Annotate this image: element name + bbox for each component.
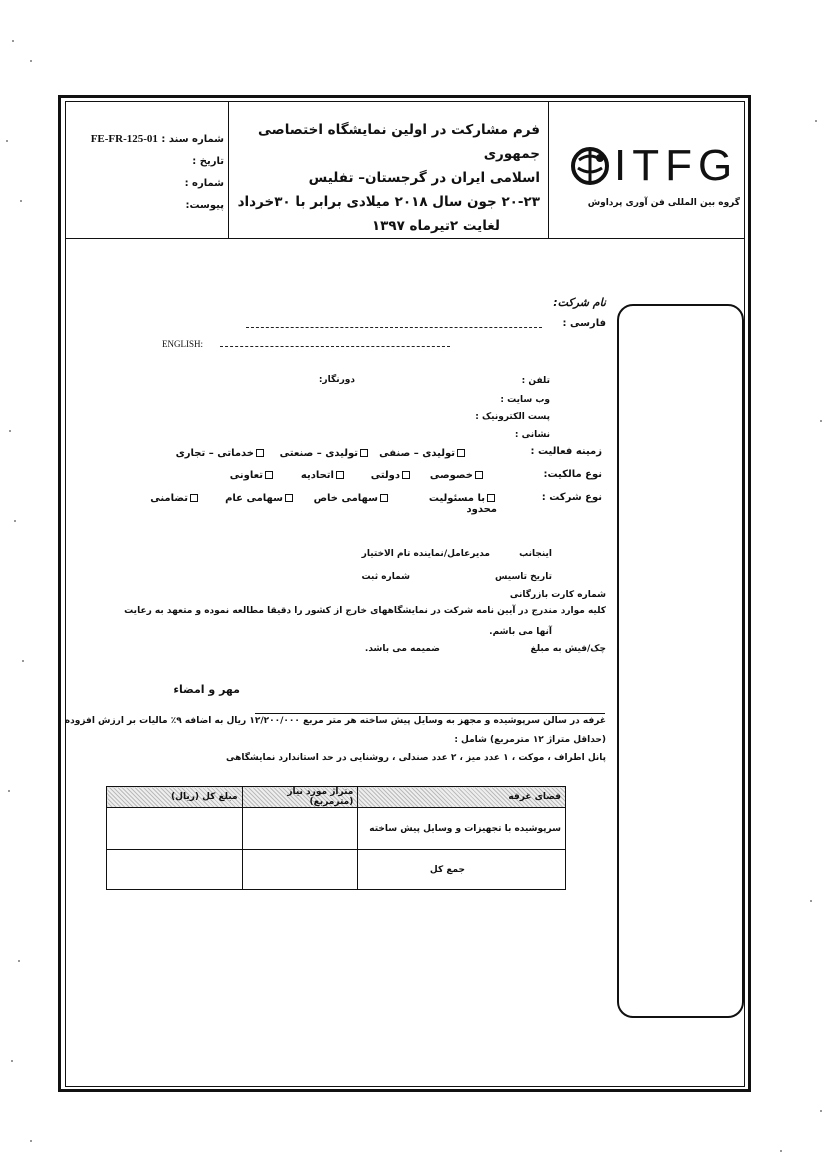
farsi-name-field[interactable] (246, 327, 542, 328)
ownership-option-2-label: دولتی (370, 470, 400, 481)
established-date-label: تاریخ تاسیس (495, 572, 552, 582)
english-name-label: ENGLISH: (162, 339, 203, 349)
header-required-area: متراژ مورد نیاز (مترمربع) (242, 787, 358, 808)
table-row (107, 808, 566, 850)
ownership-option-4-label: تعاونی (229, 470, 263, 481)
row1-space-cell: سرپوشیده با تجهیزات و وسایل پیش ساخته (358, 808, 566, 850)
side-blank-box (617, 304, 744, 1018)
activity-label: زمینه فعالیت : (530, 446, 602, 457)
title-line-4: لغایت ۲تیرماه ۱۳۹۷ (371, 218, 500, 234)
table-row (107, 850, 566, 890)
grand-total-cell[interactable] (107, 850, 243, 890)
role-label: مدیرعامل/نماینده تام الاختیار (361, 549, 490, 559)
header-divider (65, 238, 745, 239)
address-label: نشانی : (514, 430, 550, 440)
statement-line-2: آنها می باشم. (489, 627, 552, 637)
doc-info-block (72, 128, 224, 217)
title-line-3: ۲۰-۲۳ جون سال ۲۰۱۸ میلادی برابر با ۳۰خرداد (237, 194, 540, 210)
form-title (236, 118, 540, 238)
header-col-divider-right (548, 101, 549, 238)
booth-info-line-1: غرفه در سالن سرپوشیده و مجهز به وسایل پیش ساخته هر متر مربع ۱۲/۲۰۰/۰۰۰ ریال به اضافه ۹٪ مالیات بر ارزش افزوده (64, 716, 606, 726)
cheque-amount-label: چک/فیش به مبلغ (530, 644, 606, 654)
company-name-heading: نام شرکت: (553, 296, 606, 309)
booth-info-line-2: (حداقل متراژ ۱۲ مترمربع) شامل : (454, 735, 606, 745)
registration-number-label: شماره ثبت (361, 572, 410, 582)
fax-label: دورنگار: (318, 375, 355, 385)
booth-info-rule (255, 713, 605, 714)
activity-option-1-label: تولیدی – صنفی (379, 448, 455, 459)
farsi-name-label: فارسی : (562, 318, 606, 329)
activity-option-1[interactable] (375, 448, 467, 459)
row1-area-cell[interactable] (242, 808, 358, 850)
globe-icon (570, 146, 610, 186)
doc-number-value: FE-FR-125-01 (90, 133, 158, 145)
header-booth-space: فضای غرفه (358, 787, 566, 808)
company-type-label: نوع شرکت : (541, 492, 602, 503)
ownership-option-1-label: خصوصی (429, 470, 473, 481)
grand-total-area-cell[interactable] (242, 850, 358, 890)
activity-option-2[interactable] (270, 448, 370, 459)
company-type-option-2[interactable] (300, 493, 390, 504)
logo-subtitle: گروه بین المللی فن آوری پرداوش (587, 198, 740, 208)
checkbox-icon (457, 449, 465, 457)
checkbox-icon (190, 494, 198, 502)
statement-line-1: کلیه موارد مندرج در آیین نامه شرکت در نمایشگاههای خارج از کشور را دقیقا مطالعه نموده و متعهد به رعایت (124, 606, 606, 616)
email-label: پست الکترونیک : (475, 412, 550, 422)
company-type-option-1[interactable] (395, 493, 497, 515)
activity-option-2-label: تولیدی – صنعتی (279, 448, 358, 459)
company-type-option-4[interactable] (138, 493, 200, 504)
ownership-option-1[interactable] (415, 470, 485, 481)
ownership-option-3-label: اتحادیه (300, 470, 334, 481)
activity-option-3-label: خدماتی – تجاری (175, 448, 254, 459)
date-label: تاریخ : (192, 156, 224, 167)
checkbox-icon (475, 471, 483, 479)
company-type-option-3-label: سهامی عام (225, 493, 283, 504)
header-col-divider-left (228, 101, 229, 238)
title-line-2: اسلامی ایران در گرجستان– تفلیس (308, 170, 540, 186)
ownership-option-4[interactable] (205, 470, 275, 481)
attached-label: ضمیمه می باشد. (364, 644, 440, 654)
seal-signature-label: مهر و امضاء (173, 683, 240, 696)
commerce-card-label: شماره کارت بازرگانی (509, 590, 606, 600)
row1-total-cell[interactable] (107, 808, 243, 850)
doc-number-line (72, 128, 224, 151)
company-type-option-1-label: با مسئولیت محدود (428, 493, 497, 515)
table-header-row (107, 787, 566, 808)
checkbox-icon (402, 471, 410, 479)
ownership-label: نوع مالکیت: (543, 469, 602, 480)
activity-option-3[interactable] (170, 448, 266, 459)
ownership-option-2[interactable] (350, 470, 412, 481)
company-type-option-4-label: تضامنی (150, 493, 188, 504)
booth-info-line-3: پانل اطراف ، موکت ، ۱ عدد میز ، ۲ عدد صندلی ، روشنایی در حد استاندارد نمایشگاهی (225, 753, 606, 763)
company-type-option-3[interactable] (205, 493, 295, 504)
website-label: وب سایت : (500, 395, 550, 405)
checkbox-icon (487, 494, 495, 502)
checkbox-icon (265, 471, 273, 479)
checkbox-icon (380, 494, 388, 502)
english-name-field[interactable] (220, 346, 450, 347)
header-total-amount: مبلغ کل (ریال) (107, 787, 243, 808)
doc-number-label: شماره سند : (161, 134, 224, 145)
checkbox-icon (285, 494, 293, 502)
checkbox-icon (336, 471, 344, 479)
phone-label: تلفن : (521, 376, 550, 386)
ownership-option-3[interactable] (280, 470, 346, 481)
checkbox-icon (360, 449, 368, 457)
attachment-label: پیوست: (185, 200, 224, 211)
checkbox-icon (256, 449, 264, 457)
number-label: شماره : (184, 178, 224, 189)
itfg-logo (560, 140, 740, 230)
title-line-1: فرم مشارکت در اولین نمایشگاه اختصاصی جمهوری (258, 122, 540, 162)
undersigned-label: اینجانب (519, 549, 552, 559)
company-type-option-2-label: سهامی خاص (313, 493, 378, 504)
logo-wordmark: ITFG (614, 141, 739, 190)
booth-fee-table (106, 786, 566, 890)
grand-total-label: جمع کل (358, 850, 566, 890)
